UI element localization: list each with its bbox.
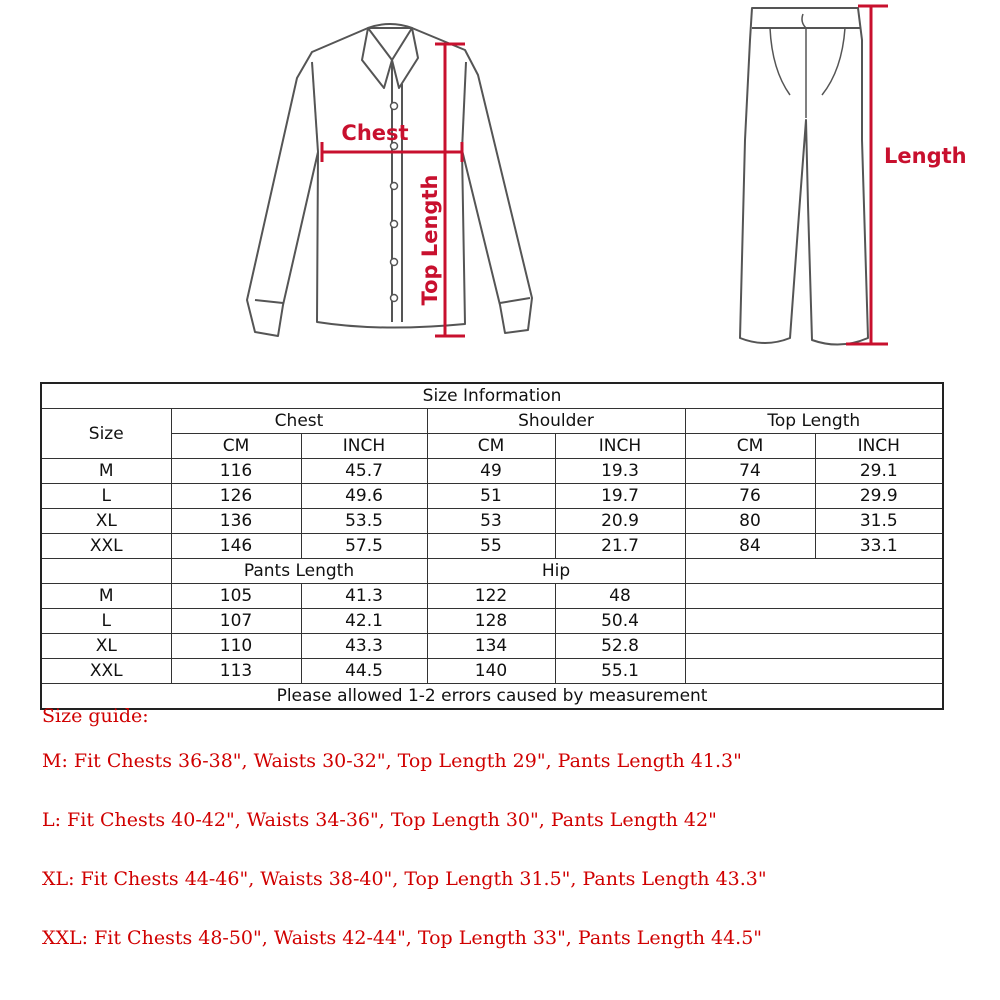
shoulder-inch-cell: 19.7 — [555, 484, 685, 509]
shoulder-cm-cell: 53 — [427, 509, 555, 534]
unit-header: INCH — [555, 434, 685, 459]
size-cell: M — [41, 584, 171, 609]
hip-cm-cell: 140 — [427, 659, 555, 684]
shoulder-inch-cell: 21.7 — [555, 534, 685, 559]
measurement-error-note: Please allowed 1-2 errors caused by measurement — [41, 684, 943, 710]
hip-header: Hip — [427, 559, 685, 584]
top-length-cm-cell: 84 — [685, 534, 815, 559]
table-row — [41, 534, 943, 559]
chest-inch-cell: 49.6 — [301, 484, 427, 509]
garment-illustrations — [0, 0, 1000, 370]
top-length-inch-cell: 29.1 — [815, 459, 943, 484]
chest-cm-cell: 146 — [171, 534, 301, 559]
blank-cell — [685, 559, 943, 584]
unit-header: CM — [427, 434, 555, 459]
shoulder-cm-cell: 55 — [427, 534, 555, 559]
top-length-cm-cell: 74 — [685, 459, 815, 484]
table-unit-header-row — [41, 434, 943, 459]
size-cell: L — [41, 484, 171, 509]
size-header: Size — [41, 409, 171, 459]
table-title-row — [41, 383, 943, 409]
hip-inch-cell: 48 — [555, 584, 685, 609]
table-title: Size Information — [41, 383, 943, 409]
table-row — [41, 459, 943, 484]
top-length-inch-cell: 29.9 — [815, 484, 943, 509]
chest-inch-cell: 57.5 — [301, 534, 427, 559]
pants-cm-cell: 105 — [171, 584, 301, 609]
pants-illustration — [740, 8, 868, 345]
top-length-inch-cell: 31.5 — [815, 509, 943, 534]
top-length-cm-cell: 76 — [685, 484, 815, 509]
table-row — [41, 634, 943, 659]
pants-inch-cell: 43.3 — [301, 634, 427, 659]
size-guide-line-m: M: Fit Chests 36-38", Waists 30-32", Top Length 29", Pants Length 41.3" — [42, 750, 742, 772]
size-cell: XXL — [41, 534, 171, 559]
chest-cm-cell: 126 — [171, 484, 301, 509]
unit-header: INCH — [301, 434, 427, 459]
shoulder-cm-cell: 49 — [427, 459, 555, 484]
table-row — [41, 584, 943, 609]
pants-length-label: Length — [884, 144, 967, 168]
blank-cell — [685, 634, 943, 659]
hip-cm-cell: 134 — [427, 634, 555, 659]
table-row — [41, 609, 943, 634]
size-guide-line-xxl: XXL: Fit Chests 48-50", Waists 42-44", Top Length 33", Pants Length 44.5" — [42, 927, 763, 949]
table-group-header-row — [41, 409, 943, 434]
size-cell: XL — [41, 634, 171, 659]
hip-cm-cell: 128 — [427, 609, 555, 634]
pants-length-header: Pants Length — [171, 559, 427, 584]
unit-header: CM — [171, 434, 301, 459]
hip-inch-cell: 55.1 — [555, 659, 685, 684]
hip-cm-cell: 122 — [427, 584, 555, 609]
shirt-illustration — [247, 24, 532, 336]
size-guide-line-l: L: Fit Chests 40-42", Waists 34-36", Top Length 30", Pants Length 42" — [42, 809, 717, 831]
shoulder-header: Shoulder — [427, 409, 685, 434]
table-row — [41, 659, 943, 684]
blank-cell — [41, 559, 171, 584]
shoulder-inch-cell: 20.9 — [555, 509, 685, 534]
pants-inch-cell: 42.1 — [301, 609, 427, 634]
pants-cm-cell: 113 — [171, 659, 301, 684]
chest-inch-cell: 45.7 — [301, 459, 427, 484]
size-information-table — [40, 382, 944, 710]
size-cell: XL — [41, 509, 171, 534]
top-length-inch-cell: 33.1 — [815, 534, 943, 559]
pants-cm-cell: 107 — [171, 609, 301, 634]
blank-cell — [685, 609, 943, 634]
chest-label: Chest — [341, 121, 409, 145]
chest-inch-cell: 53.5 — [301, 509, 427, 534]
blank-cell — [685, 584, 943, 609]
blank-cell — [685, 659, 943, 684]
size-cell: M — [41, 459, 171, 484]
size-guide — [42, 700, 982, 968]
hip-inch-cell: 50.4 — [555, 609, 685, 634]
top-length-header: Top Length — [685, 409, 943, 434]
size-guide-title: Size guide: — [42, 705, 149, 727]
pants-inch-cell: 41.3 — [301, 584, 427, 609]
pants-cm-cell: 110 — [171, 634, 301, 659]
top-length-cm-cell: 80 — [685, 509, 815, 534]
shoulder-cm-cell: 51 — [427, 484, 555, 509]
size-cell: XXL — [41, 659, 171, 684]
table-row — [41, 484, 943, 509]
unit-header: CM — [685, 434, 815, 459]
chest-cm-cell: 136 — [171, 509, 301, 534]
size-guide-line-xl: XL: Fit Chests 44-46", Waists 38-40", Top Length 31.5", Pants Length 43.3" — [42, 868, 767, 890]
top-length-label: Top Length — [418, 174, 442, 306]
chest-cm-cell: 116 — [171, 459, 301, 484]
size-cell: L — [41, 609, 171, 634]
unit-header: INCH — [815, 434, 943, 459]
pants-inch-cell: 44.5 — [301, 659, 427, 684]
table-row — [41, 509, 943, 534]
hip-inch-cell: 52.8 — [555, 634, 685, 659]
shoulder-inch-cell: 19.3 — [555, 459, 685, 484]
chest-header: Chest — [171, 409, 427, 434]
pants-header-row — [41, 559, 943, 584]
